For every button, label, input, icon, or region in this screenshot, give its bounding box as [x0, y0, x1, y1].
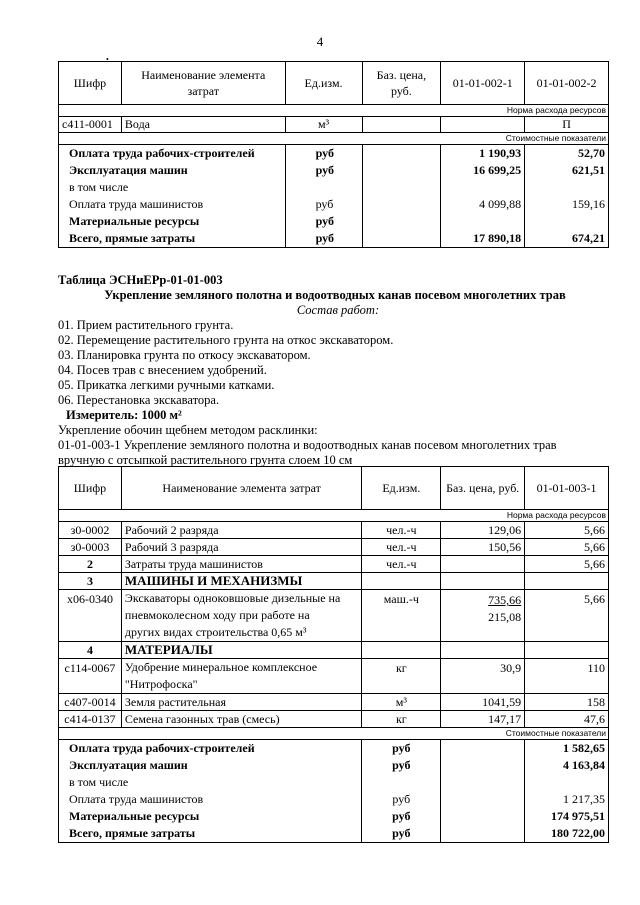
- resource-table-1: [58, 61, 609, 248]
- norm-label: Норма расхода ресурсов: [59, 105, 609, 117]
- row-value: 5,66: [525, 522, 609, 539]
- row-price: 735,66: [488, 593, 522, 607]
- header-code: Шифр: [59, 62, 122, 105]
- row-unit: чел.-ч: [362, 556, 441, 573]
- summary-name: Оплата труда рабочих-строителей: [59, 145, 286, 163]
- summary-unit: руб: [362, 825, 441, 843]
- row-unit: кг: [362, 711, 441, 728]
- summary-value: 1 217,35: [525, 791, 609, 808]
- step-item: 01. Прием растительного грунта.: [58, 318, 234, 332]
- step-item: 05. Прикатка легкими ручными катками.: [58, 378, 275, 392]
- summary-name: в том числе: [59, 179, 286, 196]
- row-name-line: "Нитрофоска": [124, 677, 198, 691]
- row-price: [441, 556, 525, 573]
- row-code: с407-0014: [59, 694, 122, 711]
- summary-name: Эксплуатация машин: [59, 162, 286, 179]
- summary-unit: руб: [362, 757, 441, 774]
- summary-unit: руб: [285, 145, 362, 163]
- scan-dot: •: [106, 55, 109, 64]
- summary-unit: руб: [285, 196, 362, 213]
- summary-v1: 17 890,18: [441, 230, 525, 248]
- row-price: 150,56: [441, 539, 525, 556]
- header-col-1: 01-01-003-1: [525, 467, 609, 510]
- step-item: 02. Перемещение растительного грунта на откос экскаватором.: [58, 333, 394, 347]
- row-price: 215,08: [488, 610, 522, 624]
- summary-unit: руб: [362, 791, 441, 808]
- row-code: с114-0067: [59, 659, 122, 694]
- row-value: 5,66: [525, 590, 609, 642]
- header-col-1: 01-01-002-1: [441, 62, 525, 105]
- norm-label: Норма расхода ресурсов: [59, 510, 609, 522]
- row-code: х06-0340: [59, 590, 122, 642]
- step-item: 04. Посев трав с внесением удобрений.: [58, 363, 267, 377]
- summary-value: 174 975,51: [525, 808, 609, 825]
- step-item: 06. Перестановка экскаватора.: [58, 393, 220, 407]
- row-value: 47,6: [525, 711, 609, 728]
- header-name: Наименование элемента затрат: [121, 62, 285, 105]
- row-price: 147,17: [441, 711, 525, 728]
- row-unit: м³: [285, 117, 362, 133]
- summary-name: Материальные ресурсы: [59, 808, 362, 825]
- row-v1: [441, 117, 525, 133]
- row-code: 2: [59, 556, 122, 573]
- row-v2: П: [525, 117, 609, 133]
- summary-name: Оплата труда рабочих-строителей: [59, 740, 362, 758]
- summary-v1: 16 699,25: [441, 162, 525, 179]
- description-line-2: вручную с отсыпкой растительного грунта слоем 10 см: [58, 453, 353, 467]
- summary-v1: 4 099,88: [441, 196, 525, 213]
- section-heading: МАШИНЫ И МЕХАНИЗМЫ: [121, 573, 361, 590]
- row-name: Рабочий 2 разряда: [121, 522, 361, 539]
- header-unit: Ед.изм.: [362, 467, 441, 510]
- row-value: 5,66: [525, 539, 609, 556]
- summary-v2: 674,21: [525, 230, 609, 248]
- summary-name: Материальные ресурсы: [59, 213, 286, 230]
- row-name-line: других видах строительства 0,65 м³: [124, 625, 307, 639]
- summary-value: 180 722,00: [525, 825, 609, 843]
- note-text: Укрепление обочин щебнем методом расклинки:: [58, 423, 318, 437]
- table-title: Таблица ЭСНиЕРр-01-01-003: [58, 273, 223, 287]
- composition-label: Состав работ:: [296, 303, 380, 317]
- row-name-line: Удобрение минеральное комплексное: [124, 660, 318, 674]
- table-subtitle: Укрепление земляного полотна и водоотводных канав посевом многолетних трав: [104, 288, 566, 302]
- header-price: Баз. цена, руб.: [362, 62, 441, 105]
- header-unit: Ед.изм.: [285, 62, 362, 105]
- section-text: [58, 273, 618, 468]
- header-code: Шифр: [59, 467, 122, 510]
- cost-label: Стоимостные показатели: [59, 133, 609, 145]
- row-unit: кг: [362, 659, 441, 694]
- summary-value: 4 163,84: [525, 757, 609, 774]
- row-name: Вода: [121, 117, 285, 133]
- row-name-line: Экскаваторы одноковшовые дизельные на: [124, 591, 341, 605]
- row-code: с414-0137: [59, 711, 122, 728]
- summary-unit: руб: [285, 213, 362, 230]
- row-price: 1041,59: [441, 694, 525, 711]
- row-code: з0-0003: [59, 539, 122, 556]
- cost-label: Стоимостные показатели: [59, 728, 609, 740]
- row-value: 110: [525, 659, 609, 694]
- resource-table-2: [58, 466, 609, 843]
- description-line-1: 01-01-003-1 Укрепление земляного полотна и водоотводных канав посевом многолетних трав: [58, 438, 557, 452]
- row-name: Земля растительная: [121, 694, 361, 711]
- header-col-2: 01-01-002-2: [525, 62, 609, 105]
- section-heading: МАТЕРИАЛЫ: [121, 642, 361, 659]
- row-code: з0-0002: [59, 522, 122, 539]
- row-name: Рабочий 3 разряда: [121, 539, 361, 556]
- row-name-line: пневмоколесном ходу при работе на: [124, 608, 310, 622]
- summary-v2: 52,70: [525, 145, 609, 163]
- row-code: 4: [59, 642, 122, 659]
- row-name: Затраты труда машинистов: [121, 556, 361, 573]
- row-code: 3: [59, 573, 122, 590]
- summary-name: Оплата труда машинистов: [59, 196, 286, 213]
- row-value: 5,66: [525, 556, 609, 573]
- row-price: [362, 117, 441, 133]
- row-price: 30,9: [441, 659, 525, 694]
- row-name: Семена газонных трав (смесь): [121, 711, 361, 728]
- row-unit: маш.-ч: [362, 590, 441, 642]
- summary-name: Всего, прямые затраты: [59, 825, 362, 843]
- summary-v1: 1 190,93: [441, 145, 525, 163]
- summary-unit: руб: [362, 740, 441, 758]
- row-unit: м³: [362, 694, 441, 711]
- summary-name: Всего, прямые затраты: [59, 230, 286, 248]
- summary-v2: 159,16: [525, 196, 609, 213]
- meter-label: Измеритель: 1000 м²: [66, 408, 182, 422]
- summary-v2: 621,51: [525, 162, 609, 179]
- step-item: 03. Планировка грунта по откосу экскаватором.: [58, 348, 311, 362]
- header-price: Баз. цена, руб.: [441, 467, 525, 510]
- row-unit: чел.-ч: [362, 539, 441, 556]
- summary-name: в том числе: [59, 774, 362, 791]
- row-price: 129,06: [441, 522, 525, 539]
- header-name: Наименование элемента затрат: [121, 467, 361, 510]
- summary-unit: руб: [285, 230, 362, 248]
- summary-unit: руб: [285, 162, 362, 179]
- row-value: 158: [525, 694, 609, 711]
- row-code: с411-0001: [59, 117, 122, 133]
- summary-value: 1 582,65: [525, 740, 609, 758]
- row-unit: чел.-ч: [362, 522, 441, 539]
- summary-unit: руб: [362, 808, 441, 825]
- summary-name: Оплата труда машинистов: [59, 791, 362, 808]
- summary-name: Эксплуатация машин: [59, 757, 362, 774]
- page-number: 4: [316, 34, 324, 49]
